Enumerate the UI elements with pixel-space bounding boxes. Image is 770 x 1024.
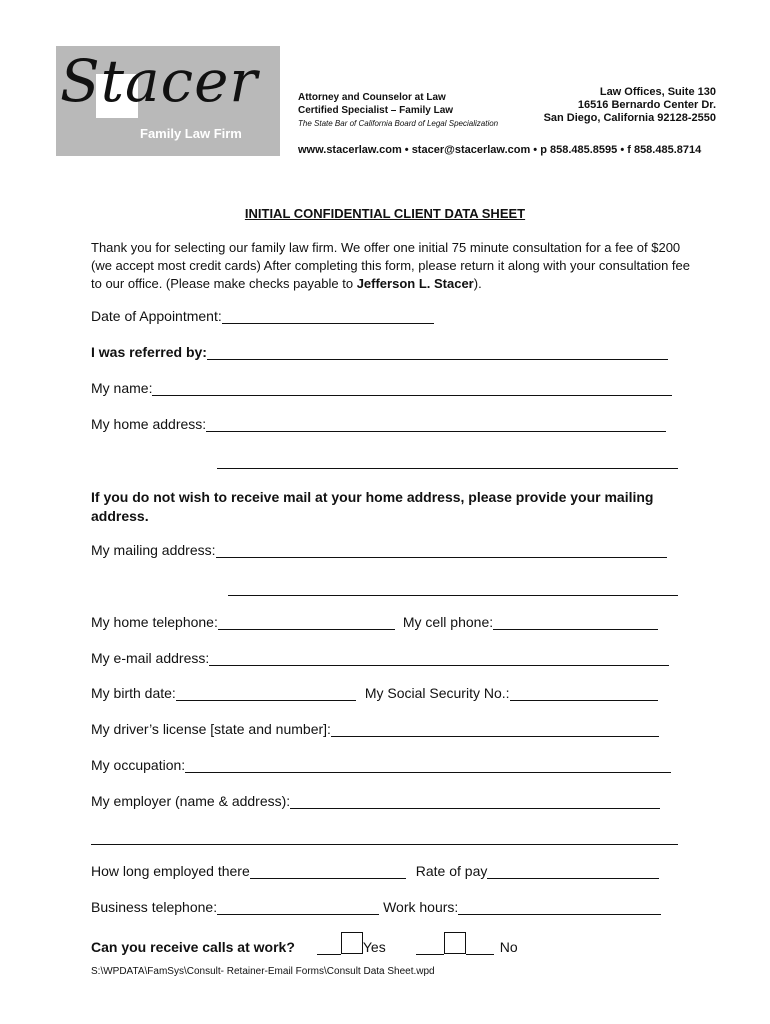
yes-checkbox[interactable] bbox=[341, 932, 363, 954]
no-blank bbox=[416, 938, 444, 955]
intro-text: Thank you for selecting our family law firm. We offer one initial 75 minute consultation for a fee of $200 (we accept most credit cards) After completing this form, please return it along with your consultation fee to our office. (Please make checks payable to bbox=[91, 240, 690, 291]
name-field[interactable] bbox=[152, 379, 672, 396]
firm-logo bbox=[56, 46, 280, 156]
mailing-address-field-2[interactable] bbox=[228, 579, 678, 596]
calls-row bbox=[91, 932, 518, 955]
referred-label: I was referred by: bbox=[91, 344, 207, 360]
license-row bbox=[91, 720, 659, 737]
home-address-field[interactable] bbox=[206, 415, 666, 432]
home-address-row bbox=[91, 415, 666, 432]
name-row bbox=[91, 379, 672, 396]
business-phone-field[interactable] bbox=[217, 898, 379, 915]
license-field[interactable] bbox=[331, 720, 659, 737]
credential-line-3: The State Bar of California Board of Legal Specialization bbox=[298, 119, 499, 128]
no-checkbox[interactable] bbox=[444, 932, 466, 954]
logo-subtitle: Family Law Firm bbox=[140, 126, 242, 141]
yes-label: Yes bbox=[362, 939, 386, 955]
credential-line-1: Attorney and Counselor at Law bbox=[298, 92, 446, 103]
employed-label: How long employed there bbox=[91, 863, 250, 879]
phone-row bbox=[91, 613, 658, 630]
birth-date-field[interactable] bbox=[176, 684, 356, 701]
yes-blank bbox=[317, 938, 341, 955]
employer-field-2[interactable] bbox=[91, 828, 678, 845]
intro-payee: Jefferson L. Stacer bbox=[356, 276, 474, 291]
ssn-field[interactable] bbox=[510, 684, 658, 701]
home-phone-field[interactable] bbox=[218, 613, 395, 630]
birth-ssn-row bbox=[91, 684, 658, 701]
mailing-address-label: My mailing address: bbox=[91, 542, 216, 558]
license-label: My driver’s license [state and number]: bbox=[91, 721, 331, 737]
employed-field[interactable] bbox=[250, 862, 406, 879]
referred-row bbox=[91, 343, 668, 360]
contact-info: www.stacerlaw.com • stacer@stacerlaw.com • p 858.485.8595 • f 858.485.8714 bbox=[298, 144, 702, 156]
address-line-3: San Diego, California 92128-2550 bbox=[543, 112, 716, 124]
work-hours-label: Work hours: bbox=[383, 899, 459, 915]
occupation-label: My occupation: bbox=[91, 757, 186, 773]
email-row bbox=[91, 649, 669, 666]
form-title: INITIAL CONFIDENTIAL CLIENT DATA SHEET bbox=[244, 206, 526, 221]
date-row bbox=[91, 307, 434, 324]
employer-label: My employer (name & address): bbox=[91, 793, 291, 809]
address-line-1: Law Offices, Suite 130 bbox=[599, 86, 716, 98]
attorney-credentials bbox=[298, 91, 498, 130]
email-label: My e-mail address: bbox=[91, 650, 210, 666]
name-label: My name: bbox=[91, 380, 153, 396]
work-hours-field[interactable] bbox=[458, 898, 661, 915]
intro-paragraph bbox=[91, 239, 691, 293]
cell-phone-field[interactable] bbox=[493, 613, 658, 630]
ssn-label: My Social Security No.: bbox=[364, 685, 510, 701]
office-address bbox=[544, 86, 716, 125]
rate-label: Rate of pay bbox=[415, 863, 488, 879]
mailing-address-row bbox=[91, 541, 667, 558]
logo-name: Stacer bbox=[60, 47, 259, 115]
referred-field[interactable] bbox=[207, 343, 668, 360]
no-blank-end bbox=[466, 938, 494, 955]
credential-line-2: Certified Specialist – Family Law bbox=[298, 105, 454, 116]
email-field[interactable] bbox=[209, 649, 669, 666]
occupation-field[interactable] bbox=[185, 756, 671, 773]
mailing-address-field[interactable] bbox=[216, 541, 667, 558]
business-phone-label: Business telephone: bbox=[91, 899, 218, 915]
calls-label: Can you receive calls at work? bbox=[91, 939, 295, 955]
date-field[interactable] bbox=[222, 307, 434, 324]
date-label: Date of Appointment: bbox=[91, 308, 222, 324]
occupation-row bbox=[91, 756, 671, 773]
no-label: No bbox=[499, 939, 518, 955]
intro-end: ). bbox=[473, 276, 482, 291]
home-phone-label: My home telephone: bbox=[91, 614, 218, 630]
home-address-label: My home address: bbox=[91, 416, 207, 432]
cell-phone-label: My cell phone: bbox=[402, 614, 494, 630]
rate-field[interactable] bbox=[487, 862, 659, 879]
employer-row bbox=[91, 792, 660, 809]
home-address-field-2[interactable] bbox=[217, 452, 678, 469]
address-line-2: 16516 Bernardo Center Dr. bbox=[577, 99, 716, 111]
mailing-note: If you do not wish to receive mail at your home address, please provide your mailing address. bbox=[91, 489, 654, 524]
file-path: S:\WPDATA\FamSys\Consult- Retainer-Email Forms\Consult Data Sheet.wpd bbox=[91, 966, 435, 977]
employment-row bbox=[91, 862, 659, 879]
birth-date-label: My birth date: bbox=[91, 685, 176, 701]
employer-field[interactable] bbox=[290, 792, 660, 809]
business-row bbox=[91, 898, 661, 915]
